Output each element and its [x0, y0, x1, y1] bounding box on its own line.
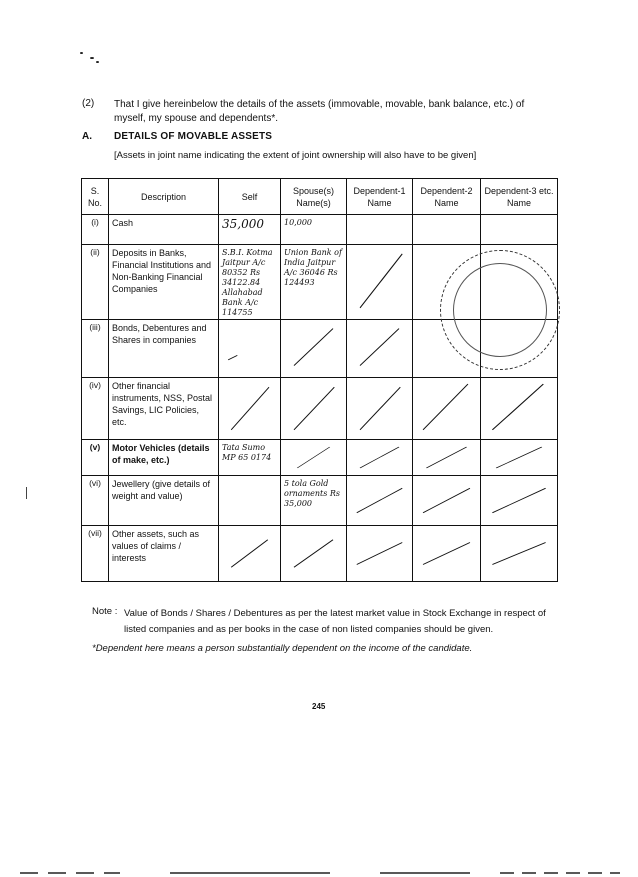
- cell-self: [219, 476, 281, 526]
- cell-spouse: [281, 526, 347, 582]
- cell-spouse: [281, 320, 347, 378]
- table-row: [82, 476, 558, 526]
- strike-mark: [347, 440, 412, 475]
- cell-spouse: [281, 245, 347, 320]
- dependent-footnote: *Dependent here means a person substantially dependent on the income of the candidate.: [92, 643, 473, 654]
- strike-mark: [281, 440, 346, 475]
- handwritten-spouse: Union Bank of India Jaitpur A/c 36046 Rs 124493: [284, 248, 342, 287]
- cell-dep2: [413, 476, 481, 526]
- strike-mark: [413, 526, 480, 581]
- header-dependent-3: Dependent-3 etc. Name: [481, 179, 558, 215]
- strike-mark: [481, 378, 557, 439]
- paragraph-number: (2): [82, 98, 95, 109]
- cell-dep1: [347, 215, 413, 245]
- section-title: DETAILS OF MOVABLE ASSETS: [114, 131, 273, 142]
- cell-self: [219, 378, 281, 440]
- strike-mark: [413, 476, 480, 525]
- table-row: [82, 378, 558, 440]
- table-row: [82, 215, 558, 245]
- row-description: Bonds, Debentures and Shares in companies: [109, 320, 219, 378]
- cell-dep1: [347, 476, 413, 526]
- cell-dep2: [413, 215, 481, 245]
- handwritten-self: Tata Sumo MP 65 0174: [222, 443, 272, 462]
- cell-dep3: [481, 440, 558, 476]
- cell-dep3: [481, 526, 558, 582]
- paragraph-text: That I give hereinbelow the details of the assets (immovable, movable, bank balance, etc.) of myself, my spouse and dependents*.: [114, 99, 525, 124]
- strike-mark: [481, 476, 557, 525]
- row-description: Other financial instruments, NSS, Postal Savings, LIC Policies, etc.: [109, 378, 219, 440]
- cell-dep3: [481, 476, 558, 526]
- header-spouse: Spouse(s) Name(s): [281, 179, 347, 215]
- cell-dep3: [481, 215, 558, 245]
- strike-mark: [347, 320, 412, 377]
- cell-self: [219, 215, 281, 245]
- cell-dep2: [413, 440, 481, 476]
- cell-spouse: [281, 378, 347, 440]
- handwritten-self: S.B.I. Kotma Jaitpur A/c 80352 Rs 34122.84 Allahabad Bank A/c 114755: [222, 248, 273, 317]
- strike-mark: [347, 245, 412, 319]
- table-row: [82, 440, 558, 476]
- cell-dep3: [481, 378, 558, 440]
- cell-dep2: [413, 526, 481, 582]
- cell-self: [219, 440, 281, 476]
- strike-mark: [347, 378, 412, 439]
- strike-mark: [413, 440, 480, 475]
- header-dependent-1: Dependent-1 Name: [347, 179, 413, 215]
- strike-mark: [347, 476, 412, 525]
- strike-mark: [281, 320, 346, 377]
- row-sno: (vi): [82, 476, 109, 526]
- cell-dep1: [347, 526, 413, 582]
- header-sno: S. No.: [82, 179, 109, 215]
- row-sno: (ii): [82, 245, 109, 320]
- row-description: Cash: [109, 215, 219, 245]
- cell-self: [219, 320, 281, 378]
- note-label: Note :: [92, 606, 118, 617]
- cell-dep1: [347, 440, 413, 476]
- cell-dep1: [347, 245, 413, 320]
- scan-speck: [90, 57, 94, 59]
- strike-mark: [281, 526, 346, 581]
- scan-edge-marks: [0, 872, 638, 874]
- handwritten-self: 35,000: [222, 217, 264, 231]
- row-sno: (v): [82, 440, 109, 476]
- official-stamp-inner-ring: [453, 263, 547, 357]
- row-description: Jewellery (give details of weight and value): [109, 476, 219, 526]
- row-sno: (iv): [82, 378, 109, 440]
- handwritten-spouse: 5 tola Gold ornaments Rs 35,000: [284, 479, 341, 508]
- header-self: Self: [219, 179, 281, 215]
- row-sno: (iii): [82, 320, 109, 378]
- cell-spouse: [281, 215, 347, 245]
- row-description: Other assets, such as values of claims / interests: [109, 526, 219, 582]
- official-stamp: [440, 250, 560, 370]
- row-sno: (vii): [82, 526, 109, 582]
- cell-self: [219, 245, 281, 320]
- row-description: Deposits in Banks, Financial Institutions and Non-Banking Financial Companies: [109, 245, 219, 320]
- strike-mark: [219, 378, 280, 439]
- table-header-row: [82, 179, 558, 215]
- cell-dep1: [347, 320, 413, 378]
- section-letter: A.: [82, 131, 92, 142]
- scan-speck: [80, 52, 83, 54]
- strike-mark: [219, 526, 280, 581]
- table-row: [82, 526, 558, 582]
- cell-spouse: [281, 440, 347, 476]
- strike-mark: [281, 378, 346, 439]
- cell-dep2: [413, 378, 481, 440]
- note-text: Value of Bonds / Shares / Debentures as per the latest market value in Stock Exchange in respect of listed companies and as per books in the case of non listed companies should be given.: [124, 608, 546, 635]
- strike-mark: [413, 378, 480, 439]
- cell-self: [219, 526, 281, 582]
- row-description: Motor Vehicles (details of make, etc.): [109, 440, 219, 476]
- header-dependent-2: Dependent-2 Name: [413, 179, 481, 215]
- cell-dep1: [347, 378, 413, 440]
- page-number: 245: [312, 702, 326, 711]
- handwritten-spouse: 10,000: [284, 218, 312, 227]
- row-sno: (i): [82, 215, 109, 245]
- strike-mark: [481, 526, 557, 581]
- header-description: Description: [109, 179, 219, 215]
- margin-mark: [26, 487, 27, 499]
- strike-mark: [481, 440, 557, 475]
- movable-assets-table: [81, 178, 558, 582]
- scan-speck: [96, 61, 99, 63]
- strike-mark: [347, 526, 412, 581]
- cell-spouse: [281, 476, 347, 526]
- section-note: [Assets in joint name indicating the extent of joint ownership will also have to be given]: [114, 150, 477, 161]
- strike-mark: [219, 320, 280, 377]
